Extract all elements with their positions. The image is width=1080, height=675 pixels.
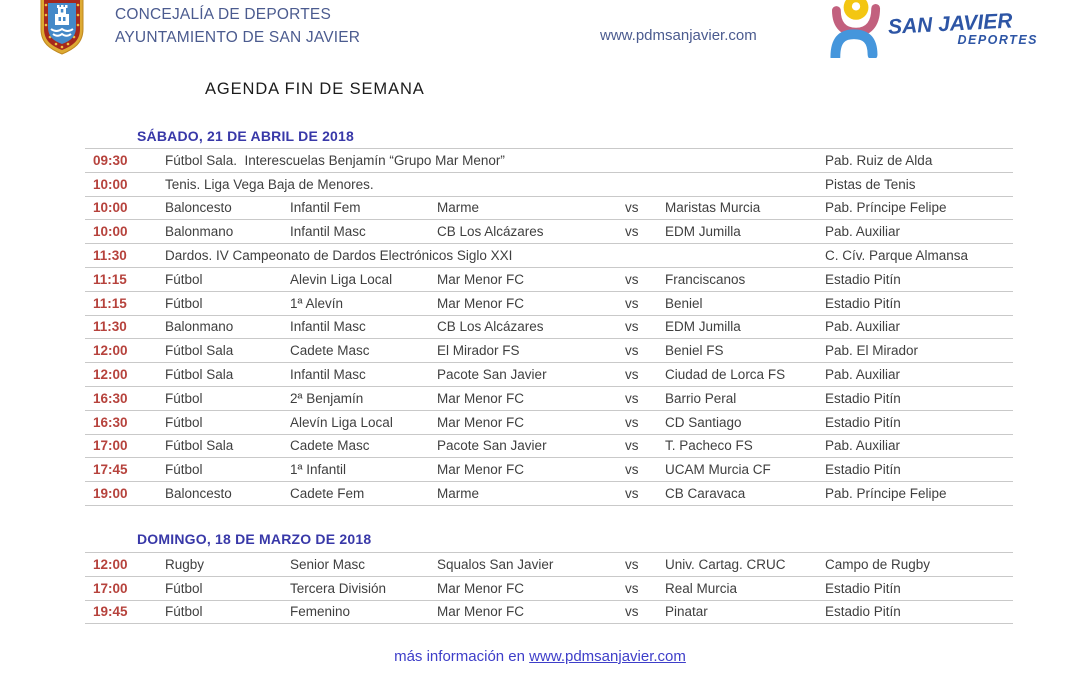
away-team: Maristas Murcia [665, 200, 761, 216]
schedule-row [85, 339, 1013, 363]
away-team: Barrio Peral [665, 390, 737, 406]
vs-label: vs [625, 224, 639, 240]
home-team: Mar Menor FC [437, 390, 525, 406]
away-team: Beniel [665, 295, 703, 311]
municipal-crest-logo [38, 0, 86, 60]
home-team: Mar Menor FC [437, 295, 525, 311]
sunday-section [85, 528, 1013, 624]
municipality-line: AYUNTAMIENTO DE SAN JAVIER [115, 29, 361, 46]
schedule-row [85, 387, 1013, 411]
event-sport: Baloncesto [165, 200, 232, 216]
event-time: 12:00 [93, 343, 128, 359]
away-team: Franciscanos [665, 271, 746, 287]
event-time: 11:30 [93, 319, 127, 335]
vs-label: vs [625, 462, 639, 478]
home-team: Mar Menor FC [437, 580, 525, 596]
schedule-row [85, 553, 1013, 577]
saturday-heading: SÁBADO, 21 DE ABRIL DE 2018 [137, 128, 355, 144]
event-time: 17:00 [93, 580, 128, 596]
event-time: 12:00 [93, 367, 128, 383]
home-team: Mar Menor FC [437, 414, 525, 430]
crest-icon [38, 0, 86, 55]
schedule-row [85, 435, 1013, 459]
vs-label: vs [625, 343, 639, 359]
event-category: Cadete Masc [290, 438, 370, 454]
vs-label: vs [625, 271, 639, 287]
away-team: T. Pacheco FS [665, 438, 753, 454]
home-team: Mar Menor FC [437, 271, 525, 287]
event-time: 10:00 [93, 176, 128, 192]
away-team: Beniel FS [665, 343, 724, 359]
event-category: Tercera División [290, 580, 387, 596]
schedule-row [85, 577, 1013, 601]
vs-label: vs [625, 604, 639, 620]
event-sport: Fútbol Sala [165, 367, 234, 383]
home-team: Pacote San Javier [437, 438, 547, 454]
event-venue: Pab. Ruiz de Alda [825, 152, 933, 168]
schedule-row [85, 173, 1013, 197]
schedule-row [85, 316, 1013, 340]
event-sport: Balonmano [165, 224, 234, 240]
home-team: Mar Menor FC [437, 462, 525, 478]
event-sport: Fútbol [165, 295, 203, 311]
event-venue: Estadio Pitín [825, 414, 901, 430]
event-time: 17:45 [93, 462, 128, 478]
sunday-rows [85, 552, 1013, 624]
event-sport: Fútbol [165, 390, 203, 406]
event-venue: Estadio Pitín [825, 295, 901, 311]
event-time: 11:30 [93, 248, 127, 264]
vs-label: vs [625, 295, 639, 311]
schedule-row [85, 482, 1013, 506]
event-time: 10:00 [93, 224, 128, 240]
away-team: EDM Jumilla [665, 319, 741, 335]
vs-label: vs [625, 414, 639, 430]
vs-label: vs [625, 200, 639, 216]
event-sport: Fútbol Sala [165, 438, 234, 454]
away-team: EDM Jumilla [665, 224, 741, 240]
schedule-row [85, 268, 1013, 292]
event-category: Femenino [290, 604, 351, 620]
event-venue: C. Cív. Parque Almansa [825, 248, 969, 264]
event-venue: Pab. Príncipe Felipe [825, 486, 947, 502]
home-team: Marme [437, 486, 480, 502]
home-team: Squalos San Javier [437, 556, 554, 572]
logo-sub-text: DEPORTES [957, 33, 1038, 47]
event-time: 11:15 [93, 271, 127, 287]
schedule-row [85, 197, 1013, 221]
event-category: Cadete Fem [290, 486, 365, 502]
schedule-row [85, 292, 1013, 316]
away-team: Pinatar [665, 604, 708, 620]
logo-name-text: SAN JAVIER [887, 9, 1013, 39]
away-team: Ciudad de Lorca FS [665, 367, 786, 383]
event-venue: Pab. Auxiliar [825, 319, 901, 335]
event-venue: Estadio Pitín [825, 271, 901, 287]
home-team: Marme [437, 200, 480, 216]
event-venue: Estadio Pitín [825, 604, 901, 620]
vs-label: vs [625, 367, 639, 383]
sunday-heading: DOMINGO, 18 DE MARZO DE 2018 [137, 531, 372, 547]
event-sport: Rugby [165, 556, 205, 572]
home-team: CB Los Alcázares [437, 319, 544, 335]
event-description: Tenis. Liga Vega Baja de Menores. [165, 176, 374, 192]
vs-label: vs [625, 580, 639, 596]
event-sport: Fútbol [165, 271, 203, 287]
event-time: 16:30 [93, 390, 128, 406]
schedule-row [85, 149, 1013, 173]
event-venue: Pab. Auxiliar [825, 438, 901, 454]
vs-label: vs [625, 486, 639, 502]
event-category: Infantil Masc [290, 367, 366, 383]
event-sport: Fútbol [165, 604, 203, 620]
event-venue: Pab. Auxiliar [825, 224, 901, 240]
san-javier-deportes-logo [828, 0, 1038, 58]
event-category: Infantil Masc [290, 224, 366, 240]
vs-label: vs [625, 438, 639, 454]
saturday-rows [85, 148, 1013, 506]
logo-wordmark [887, 9, 1038, 47]
vs-label: vs [625, 556, 639, 572]
event-category: Infantil Fem [290, 200, 361, 216]
footer-text: más información en [394, 648, 530, 665]
event-time: 09:30 [93, 152, 128, 168]
event-category: Alevín Liga Local [290, 414, 393, 430]
event-sport: Fútbol Sala [165, 343, 234, 359]
stylized-athlete-icon [828, 0, 882, 58]
schedule-row [85, 244, 1013, 268]
event-venue: Campo de Rugby [825, 556, 931, 572]
away-team: CD Santiago [665, 414, 742, 430]
saturday-section [85, 128, 1013, 506]
organization-name [115, 3, 360, 49]
event-time: 11:15 [93, 295, 127, 311]
event-venue: Pab. Príncipe Felipe [825, 200, 947, 216]
event-sport: Baloncesto [165, 486, 232, 502]
event-category: 1ª Infantil [290, 462, 347, 478]
event-time: 19:45 [93, 604, 128, 620]
schedule-row [85, 458, 1013, 482]
event-time: 19:00 [93, 486, 128, 502]
header-website-text: www.pdmsanjavier.com [600, 27, 757, 44]
footer-website-link[interactable]: www.pdmsanjavier.com [529, 648, 686, 665]
schedule-row [85, 601, 1013, 625]
home-team: Pacote San Javier [437, 367, 547, 383]
event-description: Fútbol Sala. Interescuelas Benjamín “Grupo Mar Menor” [165, 152, 505, 168]
away-team: UCAM Murcia CF [665, 462, 771, 478]
away-team: Univ. Cartag. CRUC [665, 556, 786, 572]
event-category: Alevin Liga Local [290, 271, 393, 287]
event-sport: Fútbol [165, 414, 203, 430]
event-venue: Pab. Auxiliar [825, 367, 901, 383]
home-team: Mar Menor FC [437, 604, 525, 620]
event-sport: Balonmano [165, 319, 234, 335]
event-category: Cadete Masc [290, 343, 370, 359]
event-category: Infantil Masc [290, 319, 366, 335]
event-venue: Estadio Pitín [825, 580, 901, 596]
home-team: CB Los Alcázares [437, 224, 544, 240]
event-sport: Fútbol [165, 580, 203, 596]
event-time: 10:00 [93, 200, 128, 216]
footer [0, 648, 1080, 665]
event-category: 1ª Alevín [290, 295, 344, 311]
away-team: CB Caravaca [665, 486, 746, 502]
home-team: El Mirador FS [437, 343, 520, 359]
event-time: 12:00 [93, 556, 128, 572]
event-category: 2ª Benjamín [290, 390, 364, 406]
event-venue: Estadio Pitín [825, 462, 901, 478]
event-time: 17:00 [93, 438, 128, 454]
event-description: Dardos. IV Campeonato de Dardos Electrónicos Siglo XXI [165, 248, 513, 264]
event-category: Senior Masc [290, 556, 366, 572]
away-team: Real Murcia [665, 580, 738, 596]
department-line: CONCEJALÍA DE DEPORTES [115, 6, 332, 23]
event-sport: Fútbol [165, 462, 203, 478]
event-venue: Estadio Pitín [825, 390, 901, 406]
vs-label: vs [625, 390, 639, 406]
page-title: AGENDA FIN DE SEMANA [205, 80, 425, 98]
event-venue: Pistas de Tenis [825, 176, 916, 192]
event-time: 16:30 [93, 414, 128, 430]
schedule-row [85, 363, 1013, 387]
event-venue: Pab. El Mirador [825, 343, 919, 359]
schedule-row [85, 411, 1013, 435]
schedule-row [85, 220, 1013, 244]
vs-label: vs [625, 319, 639, 335]
